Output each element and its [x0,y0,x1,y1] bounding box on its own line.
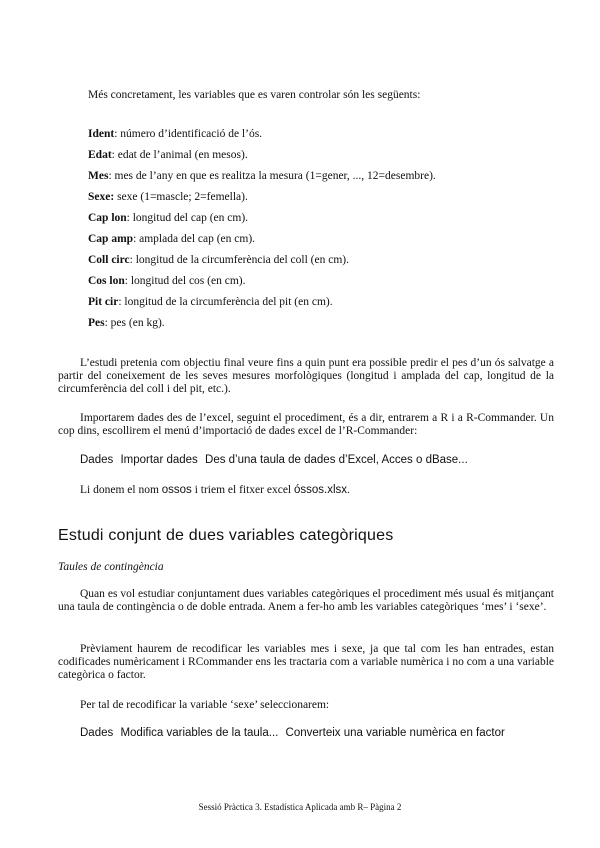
variable-item [88,211,248,225]
name-text: Li donem el nom [80,484,162,496]
variable-item [88,190,248,204]
variable-item [88,274,245,288]
menu-step: Modifica variables de la taula... [120,727,279,739]
variable-desc: : longitud de la circumferència del coll (en cm). [129,254,349,266]
section-heading: Estudi conjunt de dues variables categòriques [58,527,394,544]
menu-step: Dades [80,454,114,466]
name-text: . [347,484,350,496]
variable-desc: : longitud del cos (en cm). [124,275,246,287]
variable-item [88,253,349,267]
variable-name: Coll circ [88,254,130,266]
recode-paragraph: Prèviament haurem de recodificar les variables mes i sexe, ja que tal com les han entrades, estan codificades numèricament i RCommander ens les tractaria com a variable numèrica i no com a una variable categòrica o factor. [58,643,554,681]
variable-name: Mes [88,170,109,182]
variable-name: Sexe: [88,191,115,203]
variable-item [88,295,333,309]
variable-name: Cos lon [88,275,125,287]
contingency-paragraph: Quan es vol estudiar conjuntament dues variables categòriques el procediment més usual és mitjançant una taula de contingència o de doble entrada. Anem a fer-ho amb les variables categòriques ‘mes’ i ‘sexe’. [58,588,554,613]
objective-paragraph: L’estudi pretenia com objectiu final veure fins a quin punt era possible predir el pes d’un ós salvatge a partir del coneixement de les seves mesures morfològiques (longitud i amplada del cap, longitud de la circumferència del coll i del pit, etc.). [58,357,554,395]
variable-name: Pit cir [88,296,119,308]
variable-item [88,232,255,246]
menu-path-import [80,454,472,466]
menu-step: Importar dades [120,454,198,466]
variable-item [88,127,262,141]
variable-name: Pes [88,317,105,329]
import-paragraph: Importarem dades des de l’excel, seguint el procediment, és a dir, entrarem a R i a R-Commander. Un cop dins, escollirem el menú d’importació de dades excel de l’R-Commander: [58,412,554,437]
variable-desc: : número d’identificació de l’ós. [114,128,263,140]
select-paragraph: Per tal de recodificar la variable ‘sexe’ seleccionarem: [80,699,330,711]
subsection-heading: Taules de contingència [58,561,164,573]
variable-item [88,169,436,183]
variable-desc: : amplada del cap (en cm). [133,233,256,245]
file-name: óssos.xlsx [294,484,348,496]
variable-desc: : longitud del cap (en cm). [126,212,249,224]
variable-name: Edat [88,149,112,161]
variable-name: Cap amp [88,233,134,245]
menu-step: Dades [80,727,114,739]
variable-desc: : longitud de la circumferència del pit (en cm). [118,296,333,308]
name-text: i triem el fitxer excel [191,484,294,496]
menu-path-factor [80,727,509,739]
variable-item [88,148,248,162]
variable-name: Cap lon [88,212,127,224]
variable-name: Ident [88,128,115,140]
variable-item [88,316,165,330]
menu-step: Des d’una taula de dades d’Excel, Acces o dBase... [205,454,468,466]
variable-desc: : edat de l’animal (en mesos). [111,149,248,161]
intro-text: Més concretament, les variables que es varen controlar són les següents: [88,89,421,101]
menu-step: Converteix una variable numèrica en factor [285,727,505,739]
page-footer: Sessió Pràctica 3. Estadística Aplicada amb R– Pàgina 2 [198,802,402,812]
dataset-name: ossos [161,484,192,496]
variable-desc: : mes de l’any en que es realitza la mesura (1=gener, ..., 12=desembre). [108,170,436,182]
variable-desc: : pes (en kg). [104,317,165,329]
variable-desc: sexe (1=mascle; 2=femella). [114,191,248,203]
name-paragraph [80,483,350,497]
